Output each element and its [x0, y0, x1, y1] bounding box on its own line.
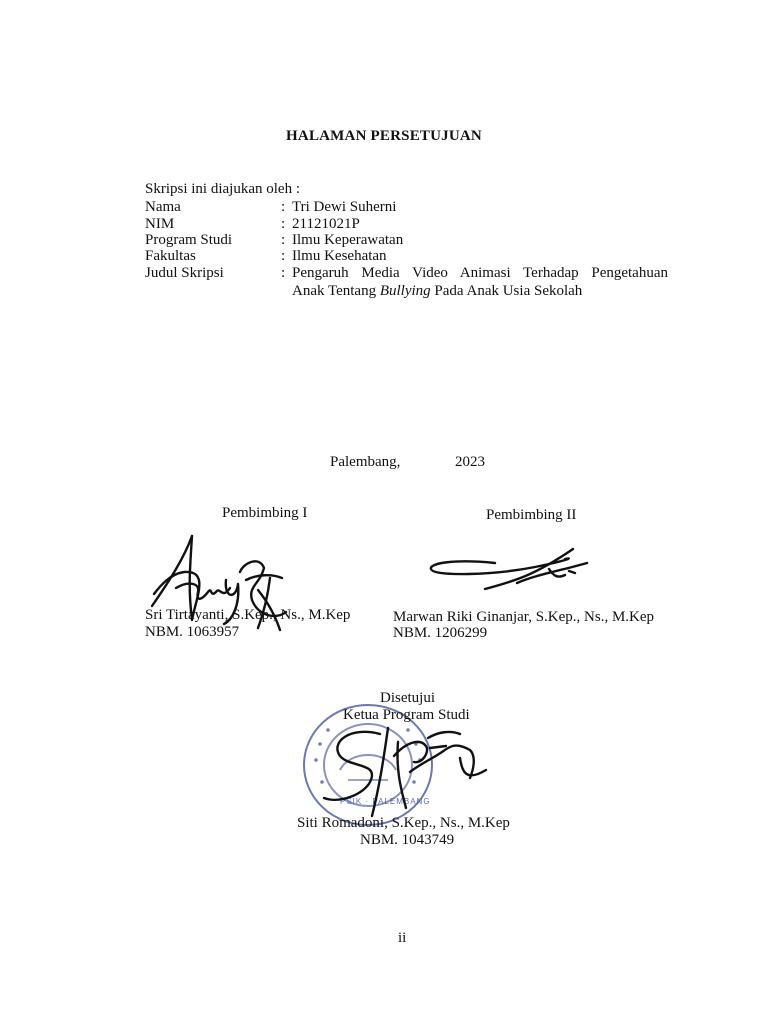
advisor1-nbm: NBM. 1063957	[145, 624, 240, 640]
field-value: Tri Dewi Suherni	[292, 199, 397, 215]
year-label: 2023	[455, 454, 485, 470]
field-colon: :	[281, 265, 286, 281]
field-colon: :	[281, 216, 286, 232]
advisor2-role: Pembimbing II	[486, 507, 577, 523]
approval-nbm: NBM. 1043749	[360, 832, 455, 848]
thesis-title-part: Anak Tentang	[292, 283, 380, 299]
thesis-title-part: Pada Anak Usia Sekolah	[430, 283, 583, 299]
field-value: 21121021P	[292, 216, 360, 232]
field-row-fakultas	[145, 248, 675, 266]
field-row-nama	[145, 199, 675, 217]
field-colon: :	[281, 232, 286, 248]
advisor1-name: Sri Tirtayanti, S.Kep., Ns., M.Kep	[145, 607, 351, 623]
field-colon: :	[281, 248, 286, 264]
advisor2-nbm: NBM. 1206299	[393, 625, 488, 641]
field-value: Ilmu Keperawatan	[292, 232, 404, 248]
approval-signature	[310, 712, 500, 830]
page-number: ii	[398, 930, 407, 946]
thesis-title-line-2	[292, 283, 582, 300]
field-label: NIM	[145, 216, 175, 232]
stamp-text: PSIK · PALEMBANG	[340, 797, 431, 806]
page-title: HALAMAN PERSETUJUAN	[286, 128, 482, 144]
field-label: Fakultas	[145, 248, 196, 264]
advisor2-name: Marwan Riki Ginanjar, S.Kep., Ns., M.Kep	[393, 609, 655, 625]
field-value: Ilmu Kesehatan	[292, 248, 387, 264]
thesis-title-line-1: Pengaruh Media Video Animasi Terhadap Pengetahuan	[292, 265, 668, 281]
field-colon: :	[281, 199, 286, 215]
intro-text: Skripsi ini diajukan oleh :	[145, 181, 300, 197]
advisor1-role: Pembimbing I	[222, 505, 308, 521]
approval-name: Siti Romadoni, S.Kep., Ns., M.Kep	[297, 815, 510, 831]
approval-label: Disetujui	[380, 690, 435, 706]
place-label: Palembang,	[330, 454, 401, 470]
field-label: Nama	[145, 199, 181, 215]
field-label: Judul Skripsi	[145, 265, 224, 281]
field-label: Program Studi	[145, 232, 233, 248]
thesis-title-italic: Bullying	[379, 283, 431, 299]
advisor2-signature	[425, 545, 595, 595]
approval-role: Ketua Program Studi	[343, 707, 470, 723]
